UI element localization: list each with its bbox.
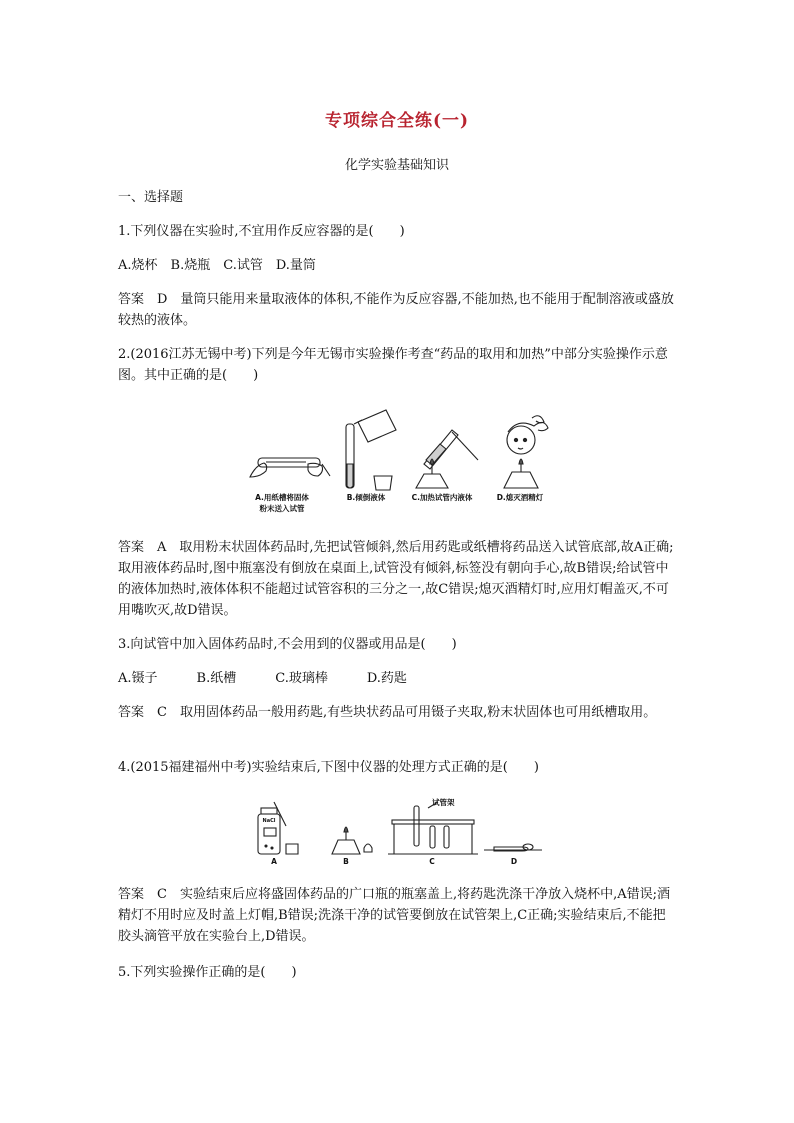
q1-answer: 答案 D 量筒只能用来量取液体的体积,不能作为反应容器,不能加热,也不能用于配制溶液或盛放较热的液体。 — [118, 292, 674, 328]
q4-fig-label-bottle: NaCl — [262, 818, 276, 824]
q4-answer: 答案 C 实验结束后应将盛固体药品的广口瓶的瓶塞盖上,将药匙洗涤干净放入烧杯中,A错误;酒精灯不用时应及时盖上灯帽,B错误;洗涤干净的试管要倒放在试管架上,C正确;实验结束后,不能把胶头滴管平放在实验台上,D错误。 — [118, 887, 670, 944]
q4-fig-label-rack: 试管架 — [432, 798, 455, 807]
page-subtitle: 化学实验基础知识 — [344, 158, 449, 173]
q2-fig-c-illustration — [416, 430, 478, 488]
q3-options: A.镊子 B.纸槽 C.玻璃棒 D.药匙 — [118, 671, 407, 686]
q2-fig-d-illustration — [504, 416, 548, 488]
page-title: 专项综合全练(一) — [324, 111, 470, 131]
q4-fig-d-illustration — [484, 844, 542, 851]
q4-fig-label-d: D — [510, 857, 518, 866]
q3-answer: 答案 C 取用固体药品一般用药匙,有些块状药品可用镊子夹取,粉末状固体也可用纸槽取用。 — [118, 705, 657, 720]
q4-fig-b-illustration — [332, 827, 372, 854]
q2-fig-b-illustration — [346, 410, 396, 490]
q4-question: 4.(2015福建福州中考)实验结束后,下图中仪器的处理方式正确的是( ) — [118, 760, 539, 775]
q2-fig-caption-a-line1: A.用纸槽将固体 — [255, 493, 309, 502]
q2-answer: 答案 A 取用粉末状固体药品时,先把试管倾斜,然后用药匙或纸槽将药品送入试管底部,故A正确;取用液体药品时,图中瓶塞没有倒放在桌面上,试管没有倾斜,标签没有朝向手心,故B错误;给试管中的液体加热时,液体体积不能超过试管容积的三分之一,故C错误;熄灭酒精灯时,应用灯帽盖灭,不可用嘴吹灭,故D错误。 — [118, 540, 674, 618]
q2-question: 2.(2016江苏无锡中考)下列是今年无锡市实验操作考查“药品的取用和加热”中部分实验操作示意图。其中正确的是( ) — [118, 347, 668, 383]
q2-fig-caption-d: D.熄灭酒精灯 — [496, 493, 544, 502]
q4-fig-label-c: C — [429, 857, 435, 866]
q2-fig-a-illustration — [250, 458, 330, 477]
q2-fig-caption-b: B.倾倒液体 — [346, 493, 386, 502]
section-heading: 一、选择题 — [118, 190, 184, 205]
q4-figure — [246, 798, 546, 866]
q5-question: 5.下列实验操作正确的是( ) — [118, 965, 297, 980]
q4-fig-a-illustration — [258, 802, 298, 854]
q4-fig-label-b: B — [343, 857, 349, 866]
q2-fig-caption-c: C.加热试管内液体 — [411, 493, 473, 502]
q1-question: 1.下列仪器在实验时,不宜用作反应容器的是( ) — [118, 224, 405, 239]
q4-fig-c-illustration — [388, 802, 478, 854]
q3-question: 3.向试管中加入固体药品时,不会用到的仪器或用品是( ) — [118, 637, 457, 652]
q4-fig-label-a: A — [271, 857, 277, 866]
q2-figure — [246, 402, 556, 517]
q1-options: A.烧杯 B.烧瓶 C.试管 D.量筒 — [118, 258, 316, 273]
q2-fig-caption-a-line2: 粉末送入试管 — [259, 504, 305, 513]
